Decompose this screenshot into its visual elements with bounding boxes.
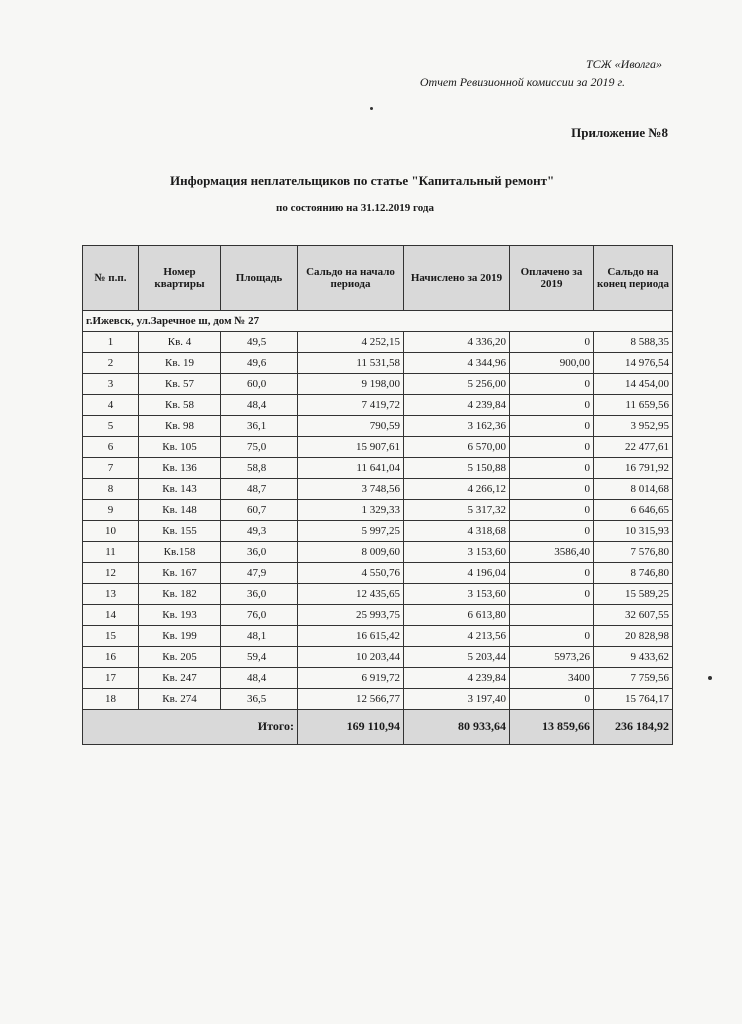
paid: 0 — [510, 458, 594, 479]
start-balance: 10 203,44 — [298, 647, 404, 668]
start-balance: 1 329,33 — [298, 500, 404, 521]
area: 76,0 — [221, 605, 298, 626]
apartment-number: Кв. 274 — [139, 689, 221, 710]
end-balance: 14 454,00 — [594, 374, 673, 395]
charged: 5 317,32 — [404, 500, 510, 521]
total-start-balance: 169 110,94 — [298, 710, 404, 745]
paid — [510, 605, 594, 626]
paid: 0 — [510, 479, 594, 500]
table-row — [83, 500, 673, 521]
charged: 3 153,60 — [404, 584, 510, 605]
table-row — [83, 353, 673, 374]
start-balance: 7 419,72 — [298, 395, 404, 416]
start-balance: 25 993,75 — [298, 605, 404, 626]
table-row — [83, 605, 673, 626]
table-row — [83, 332, 673, 353]
apartment-number: Кв. 105 — [139, 437, 221, 458]
table-row — [83, 584, 673, 605]
row-number: 7 — [83, 458, 139, 479]
charged: 3 162,36 — [404, 416, 510, 437]
area: 48,1 — [221, 626, 298, 647]
organization-name: ТСЖ «Иволга» — [585, 57, 662, 71]
paid: 0 — [510, 500, 594, 521]
area: 48,4 — [221, 395, 298, 416]
table-row — [83, 416, 673, 437]
end-balance: 15 589,25 — [594, 584, 673, 605]
paid: 900,00 — [510, 353, 594, 374]
charged: 6 570,00 — [404, 437, 510, 458]
row-number: 1 — [83, 332, 139, 353]
area: 58,8 — [221, 458, 298, 479]
document-title: Информация неплательщиков по статье "Капитальный ремонт" — [170, 173, 555, 188]
paid: 0 — [510, 584, 594, 605]
apartment-number: Кв. 57 — [139, 374, 221, 395]
charged: 5 256,00 — [404, 374, 510, 395]
row-number: 5 — [83, 416, 139, 437]
charged: 4 239,84 — [404, 668, 510, 689]
charged: 4 344,96 — [404, 353, 510, 374]
table-row — [83, 374, 673, 395]
charged: 5 203,44 — [404, 647, 510, 668]
end-balance: 11 659,56 — [594, 395, 673, 416]
debtors-table — [82, 245, 673, 745]
row-number: 14 — [83, 605, 139, 626]
area: 48,7 — [221, 479, 298, 500]
row-number: 4 — [83, 395, 139, 416]
paid: 0 — [510, 395, 594, 416]
apartment-number: Кв. 205 — [139, 647, 221, 668]
charged: 4 318,68 — [404, 521, 510, 542]
paid: 0 — [510, 332, 594, 353]
apartment-number: Кв. 19 — [139, 353, 221, 374]
charged: 3 153,60 — [404, 542, 510, 563]
start-balance: 6 919,72 — [298, 668, 404, 689]
document-subtitle: по состоянию на 31.12.2019 года — [276, 202, 434, 214]
row-number: 15 — [83, 626, 139, 647]
table-row — [83, 647, 673, 668]
start-balance: 12 566,77 — [298, 689, 404, 710]
paid: 0 — [510, 626, 594, 647]
row-number: 6 — [83, 437, 139, 458]
start-balance: 9 198,00 — [298, 374, 404, 395]
table-row — [83, 668, 673, 689]
scan-speck — [370, 107, 373, 110]
row-number: 13 — [83, 584, 139, 605]
start-balance: 16 615,42 — [298, 626, 404, 647]
address-group-row — [83, 311, 673, 332]
charged: 4 196,04 — [404, 563, 510, 584]
table-header-row — [83, 246, 673, 311]
charged: 5 150,88 — [404, 458, 510, 479]
table-row — [83, 689, 673, 710]
end-balance: 10 315,93 — [594, 521, 673, 542]
row-number: 3 — [83, 374, 139, 395]
total-end-balance: 236 184,92 — [594, 710, 673, 745]
paid: 0 — [510, 521, 594, 542]
start-balance: 15 907,61 — [298, 437, 404, 458]
end-balance: 14 976,54 — [594, 353, 673, 374]
end-balance: 3 952,95 — [594, 416, 673, 437]
col-header-start-balance: Сальдо на начало периода — [298, 246, 404, 311]
end-balance: 8 588,35 — [594, 332, 673, 353]
table-row — [83, 626, 673, 647]
area: 60,7 — [221, 500, 298, 521]
end-balance: 20 828,98 — [594, 626, 673, 647]
end-balance: 8 746,80 — [594, 563, 673, 584]
appendix-label: Приложение №8 — [571, 125, 668, 140]
row-number: 11 — [83, 542, 139, 563]
area: 36,5 — [221, 689, 298, 710]
apartment-number: Кв. 4 — [139, 332, 221, 353]
area: 36,0 — [221, 542, 298, 563]
end-balance: 32 607,55 — [594, 605, 673, 626]
start-balance: 4 550,76 — [298, 563, 404, 584]
start-balance: 12 435,65 — [298, 584, 404, 605]
charged: 4 239,84 — [404, 395, 510, 416]
table-row — [83, 437, 673, 458]
table-row — [83, 521, 673, 542]
scan-speck — [708, 676, 712, 680]
row-number: 2 — [83, 353, 139, 374]
table-row — [83, 458, 673, 479]
charged: 6 613,80 — [404, 605, 510, 626]
paid: 3586,40 — [510, 542, 594, 563]
paid: 0 — [510, 563, 594, 584]
area: 36,0 — [221, 584, 298, 605]
paid: 0 — [510, 689, 594, 710]
row-number: 8 — [83, 479, 139, 500]
apartment-number: Кв. 182 — [139, 584, 221, 605]
table-row — [83, 479, 673, 500]
end-balance: 7 576,80 — [594, 542, 673, 563]
apartment-number: Кв. 143 — [139, 479, 221, 500]
col-header-end-balance: Сальдо на конец периода — [594, 246, 673, 311]
apartment-number: Кв. 193 — [139, 605, 221, 626]
apartment-number: Кв.158 — [139, 542, 221, 563]
end-balance: 6 646,65 — [594, 500, 673, 521]
apartment-number: Кв. 155 — [139, 521, 221, 542]
start-balance: 8 009,60 — [298, 542, 404, 563]
apartment-number: Кв. 148 — [139, 500, 221, 521]
total-row — [83, 710, 673, 745]
total-paid: 13 859,66 — [510, 710, 594, 745]
col-header-apartment: Номер квартиры — [139, 246, 221, 311]
area: 49,3 — [221, 521, 298, 542]
end-balance: 15 764,17 — [594, 689, 673, 710]
apartment-number: Кв. 136 — [139, 458, 221, 479]
address-label: г.Ижевск, ул.Заречное ш, дом № 27 — [83, 311, 673, 332]
end-balance: 8 014,68 — [594, 479, 673, 500]
start-balance: 4 252,15 — [298, 332, 404, 353]
area: 59,4 — [221, 647, 298, 668]
start-balance: 3 748,56 — [298, 479, 404, 500]
apartment-number: Кв. 247 — [139, 668, 221, 689]
row-number: 17 — [83, 668, 139, 689]
start-balance: 11 641,04 — [298, 458, 404, 479]
area: 60,0 — [221, 374, 298, 395]
end-balance: 22 477,61 — [594, 437, 673, 458]
total-charged: 80 933,64 — [404, 710, 510, 745]
start-balance: 11 531,58 — [298, 353, 404, 374]
col-header-charged: Начислено за 2019 — [404, 246, 510, 311]
col-header-area: Площадь — [221, 246, 298, 311]
row-number: 9 — [83, 500, 139, 521]
charged: 3 197,40 — [404, 689, 510, 710]
col-header-number: № п.п. — [83, 246, 139, 311]
start-balance: 5 997,25 — [298, 521, 404, 542]
apartment-number: Кв. 167 — [139, 563, 221, 584]
table-row — [83, 563, 673, 584]
charged: 4 336,20 — [404, 332, 510, 353]
area: 75,0 — [221, 437, 298, 458]
total-label: Итого: — [83, 710, 298, 745]
paid: 0 — [510, 374, 594, 395]
paid: 0 — [510, 416, 594, 437]
apartment-number: Кв. 199 — [139, 626, 221, 647]
paid: 5973,26 — [510, 647, 594, 668]
row-number: 18 — [83, 689, 139, 710]
area: 36,1 — [221, 416, 298, 437]
area: 49,5 — [221, 332, 298, 353]
paid: 0 — [510, 437, 594, 458]
table-row — [83, 395, 673, 416]
apartment-number: Кв. 58 — [139, 395, 221, 416]
end-balance: 9 433,62 — [594, 647, 673, 668]
apartment-number: Кв. 98 — [139, 416, 221, 437]
paid: 3400 — [510, 668, 594, 689]
report-title: Отчет Ревизионной комиссии за 2019 г. — [419, 75, 625, 89]
area: 47,9 — [221, 563, 298, 584]
start-balance: 790,59 — [298, 416, 404, 437]
table-row — [83, 542, 673, 563]
charged: 4 266,12 — [404, 479, 510, 500]
row-number: 10 — [83, 521, 139, 542]
area: 48,4 — [221, 668, 298, 689]
end-balance: 7 759,56 — [594, 668, 673, 689]
area: 49,6 — [221, 353, 298, 374]
row-number: 16 — [83, 647, 139, 668]
end-balance: 16 791,92 — [594, 458, 673, 479]
col-header-paid: Оплачено за 2019 — [510, 246, 594, 311]
charged: 4 213,56 — [404, 626, 510, 647]
row-number: 12 — [83, 563, 139, 584]
